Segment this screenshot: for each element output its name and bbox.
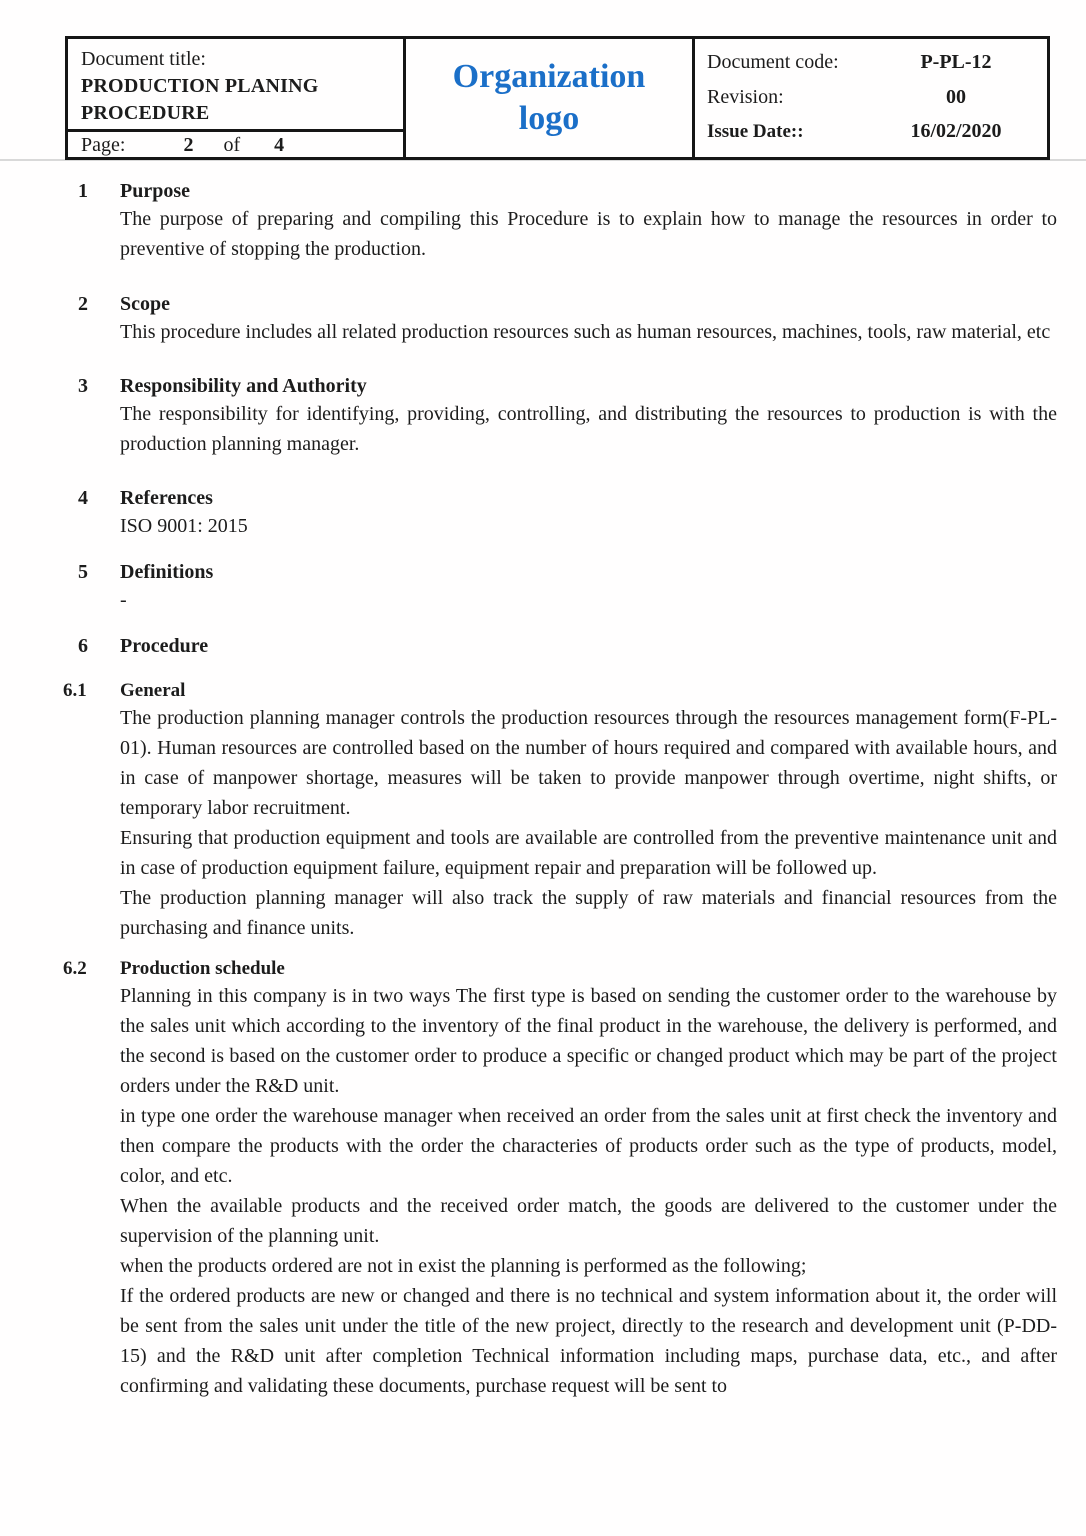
document-title-label: Document title: bbox=[81, 48, 206, 70]
subsection-paragraph: The production planning manager will also track the supply of raw materials and financial resources from the purchasing and finance units. bbox=[120, 887, 1057, 939]
organization-logo-line2: logo bbox=[518, 100, 580, 137]
section-paragraph: ISO 9001: 2015 bbox=[120, 515, 248, 537]
subsection-number: 6.1 bbox=[63, 680, 87, 701]
section-title: Purpose bbox=[120, 180, 190, 202]
section-title: Responsibility and Authority bbox=[120, 375, 367, 397]
section-number: 3 bbox=[78, 375, 88, 397]
document-title: PRODUCTION PLANING PROCEDURE bbox=[81, 75, 319, 124]
header-table bbox=[65, 36, 1050, 160]
document-body bbox=[63, 178, 1057, 1401]
subsection-paragraph: in type one order the warehouse manager when received an order from the sales unit at first check the inventory and then compare the products with the order the characteries of products order such as the type of products, model, color, and etc. bbox=[120, 1105, 1057, 1187]
subsection-paragraph: Ensuring that production equipment and tools are available are controlled from the preventive maintenance unit and in case of production equipment failure, equipment repair and preparation will be followed up. bbox=[120, 827, 1057, 879]
header-title-cell bbox=[68, 39, 406, 157]
section-paragraph: This procedure includes all related production resources such as human resources, machines, tools, raw material, etc bbox=[120, 321, 1051, 343]
page-of-label: of bbox=[223, 134, 241, 156]
section-title: Scope bbox=[120, 293, 170, 315]
section-paragraph: - bbox=[120, 589, 127, 611]
header-meta-cell bbox=[695, 39, 1047, 157]
document-code-row bbox=[707, 49, 1035, 76]
page-total: 4 bbox=[274, 134, 285, 156]
section-purpose bbox=[63, 178, 1057, 264]
issue-date-value: 16/02/2020 bbox=[910, 120, 1002, 142]
section-number: 6 bbox=[78, 635, 88, 657]
section-procedure bbox=[63, 633, 1057, 659]
subsection-paragraph: The production planning manager controls the production resources through the resources management form(F-PL-01). Human resources are controlled based on the number of hours required and compared with available hours, and in case of manpower shortage, measures will be taken to provide manpower through overtime, night shifts, or temporary labor recruitment. bbox=[120, 707, 1057, 819]
subsection-title: Production schedule bbox=[120, 958, 285, 979]
section-scope bbox=[63, 291, 1057, 347]
page-row bbox=[68, 129, 403, 161]
subsection-paragraph: When the available products and the received order match, the goods are delivered to the customer under the supervision of the planning unit. bbox=[120, 1195, 1057, 1247]
header-logo-cell bbox=[406, 39, 695, 157]
document-code-value: P-PL-12 bbox=[920, 51, 992, 73]
section-responsibility bbox=[63, 373, 1057, 459]
revision-label: Revision: bbox=[707, 85, 784, 108]
document-code-label: Document code: bbox=[707, 51, 839, 73]
issue-date-label: Issue Date:: bbox=[707, 121, 804, 142]
revision-row bbox=[707, 84, 1035, 111]
section-paragraph: The responsibility for identifying, providing, controlling, and distributing the resources to production is with the production planning manager. bbox=[120, 403, 1057, 455]
subsection-paragraph: Planning in this company is in two ways The first type is based on sending the customer order to the warehouse by the sales unit which according to the inventory of the final product in the warehouse, the delivery is performed, and the second is based on the customer order to produce a specific or changed product which may be part of the project orders under the R&D unit. bbox=[120, 985, 1057, 1097]
page-number: 2 bbox=[183, 134, 194, 156]
section-definitions bbox=[63, 559, 1057, 615]
revision-value: 00 bbox=[946, 85, 966, 108]
section-references bbox=[63, 485, 1057, 541]
subsection-number: 6.2 bbox=[63, 958, 87, 979]
section-number: 4 bbox=[78, 487, 88, 509]
section-number: 2 bbox=[78, 293, 88, 315]
subsection-title: General bbox=[120, 680, 186, 701]
organization-logo-line1: Organization bbox=[452, 58, 646, 95]
section-paragraph: The purpose of preparing and compiling this Procedure is to explain how to manage the resources in order to preventive of stopping the production. bbox=[120, 208, 1057, 260]
subsection-paragraph: when the products ordered are not in exist the planning is performed as the following; bbox=[120, 1255, 807, 1277]
section-number: 1 bbox=[78, 180, 88, 202]
organization-logo bbox=[453, 56, 646, 140]
issue-date-row bbox=[707, 118, 1035, 145]
subsection-general bbox=[63, 679, 1057, 943]
section-title: Definitions bbox=[120, 561, 214, 583]
subsection-production-schedule bbox=[63, 957, 1057, 1401]
section-title: Procedure bbox=[120, 635, 209, 657]
subsection-paragraph: If the ordered products are new or changed and there is no technical and system information about it, the order will be sent from the sales unit under the title of the new project, directly to the research and development unit (P-DD-15) and the R&D unit after completion Technical information including maps, purchase data, etc., and after confirming and validating these documents, purchase request will be sent to bbox=[120, 1285, 1057, 1397]
document-title-block bbox=[68, 39, 403, 129]
page-label: Page: bbox=[81, 134, 126, 156]
section-number: 5 bbox=[78, 561, 88, 583]
section-title: References bbox=[120, 487, 213, 509]
